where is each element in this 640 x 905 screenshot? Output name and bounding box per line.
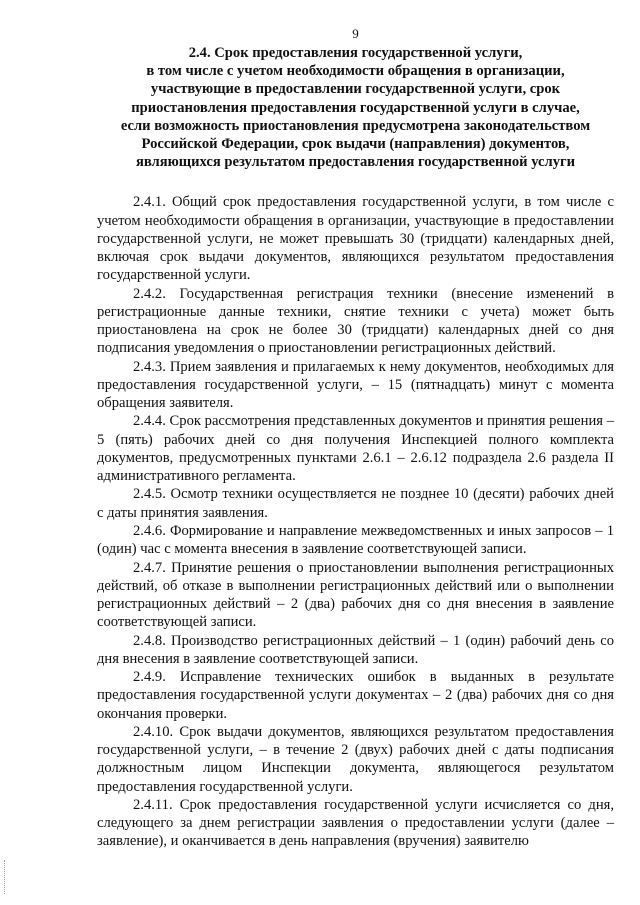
- heading-line: если возможность приостановления предусмотрена законодательством: [120, 117, 591, 134]
- paragraph-2-4-6: 2.4.6. Формирование и направление межведомственных и иных запросов – 1 (один) час с момента внесения в заявление соответствующей записи.: [97, 523, 614, 558]
- heading-line: 2.4. Срок предоставления государственной услуги,: [188, 45, 523, 61]
- paragraph-2-4-10: 2.4.10. Срок выдачи документов, являющихся результатом предоставления государственной услуги, – в течение 2 (двух) рабочих дней с даты подписания должностным лицом Инспекции документа, являющегося результатом предоставления государственной услуги.: [97, 724, 614, 795]
- heading-line: приостановления предоставления государственной услуги в случае,: [131, 99, 580, 116]
- section-body: [97, 193, 614, 850]
- heading-line: в том числе с учетом необходимости обращения в организации,: [146, 63, 565, 80]
- paragraph-2-4-9: 2.4.9. Исправление технических ошибок в выданных в результате предоставления государственной услуги документах – 2 (два) рабочих дня со дня окончания проверки.: [97, 669, 614, 722]
- paragraph-2-4-5: 2.4.5. Осмотр техники осуществляется не позднее 10 (десяти) рабочих дней с даты принятия заявления.: [97, 486, 614, 521]
- section-heading: [97, 44, 614, 171]
- page-number: 9: [352, 26, 359, 41]
- heading-line: участвующие в предоставлении государственной услуги, срок: [150, 81, 561, 98]
- paragraph-2-4-7: 2.4.7. Принятие решения о приостановлении выполнения регистрационных действий, об отказе в выполнении регистрационных действий или о выполнении регистрационных действий – 2 (два) рабочих дня со дня внесения в заявление соответствующей записи.: [97, 559, 614, 631]
- paragraph-2-4-3: 2.4.3. Прием заявления и прилагаемых к нему документов, необходимых для предоставления государственной услуги, – 15 (пятнадцать) минут с момента обращения заявителя.: [97, 358, 614, 412]
- heading-line: Российской Федерации, срок выдачи (направления) документов,: [141, 136, 570, 153]
- paragraph-2-4-8: 2.4.8. Производство регистрационных действий – 1 (один) рабочий день со дня внесения в заявление соответствующей записи.: [97, 632, 614, 667]
- paragraph-2-4-2: 2.4.2. Государственная регистрация техники (внесение изменений в регистрационные данные техники, снятие техники с учета) может быть приостановлена на срок не более 30 (тридцати) календарных дней со дня подписания уведомления о приостановлении регистрационных действий.: [97, 285, 614, 357]
- paragraph-2-4-4: 2.4.4. Срок рассмотрения представленных документов и принятия решения – 5 (пять) рабочих дней со дня получения Инспекцией полного комплекта документов, предусмотренных пунктами 2.6.1 – 2.6.12 подраздела 2.6 раздела II административного регламента.: [97, 413, 614, 485]
- heading-line: являющихся результатом предоставления государственной услуги: [135, 154, 576, 171]
- paragraph-2-4-1: 2.4.1. Общий срок предоставления государственной услуги, в том числе с учетом необходимости обращения в организации, участвующие в предоставлении государственной услуги, не может превышать 30 (тридцати) календарных дней, включая срок выдачи документов, являющихся результатом предоставления государственной услуги.: [97, 194, 614, 284]
- paragraph-2-4-11: 2.4.11. Срок предоставления государственной услуги исчисляется со дня, следующего за днем регистрации заявления о предоставлении услуги (далее – заявление), и оканчивается в день направления (вручения) заявителю: [97, 797, 614, 850]
- scan-edge-mark: [4, 860, 7, 894]
